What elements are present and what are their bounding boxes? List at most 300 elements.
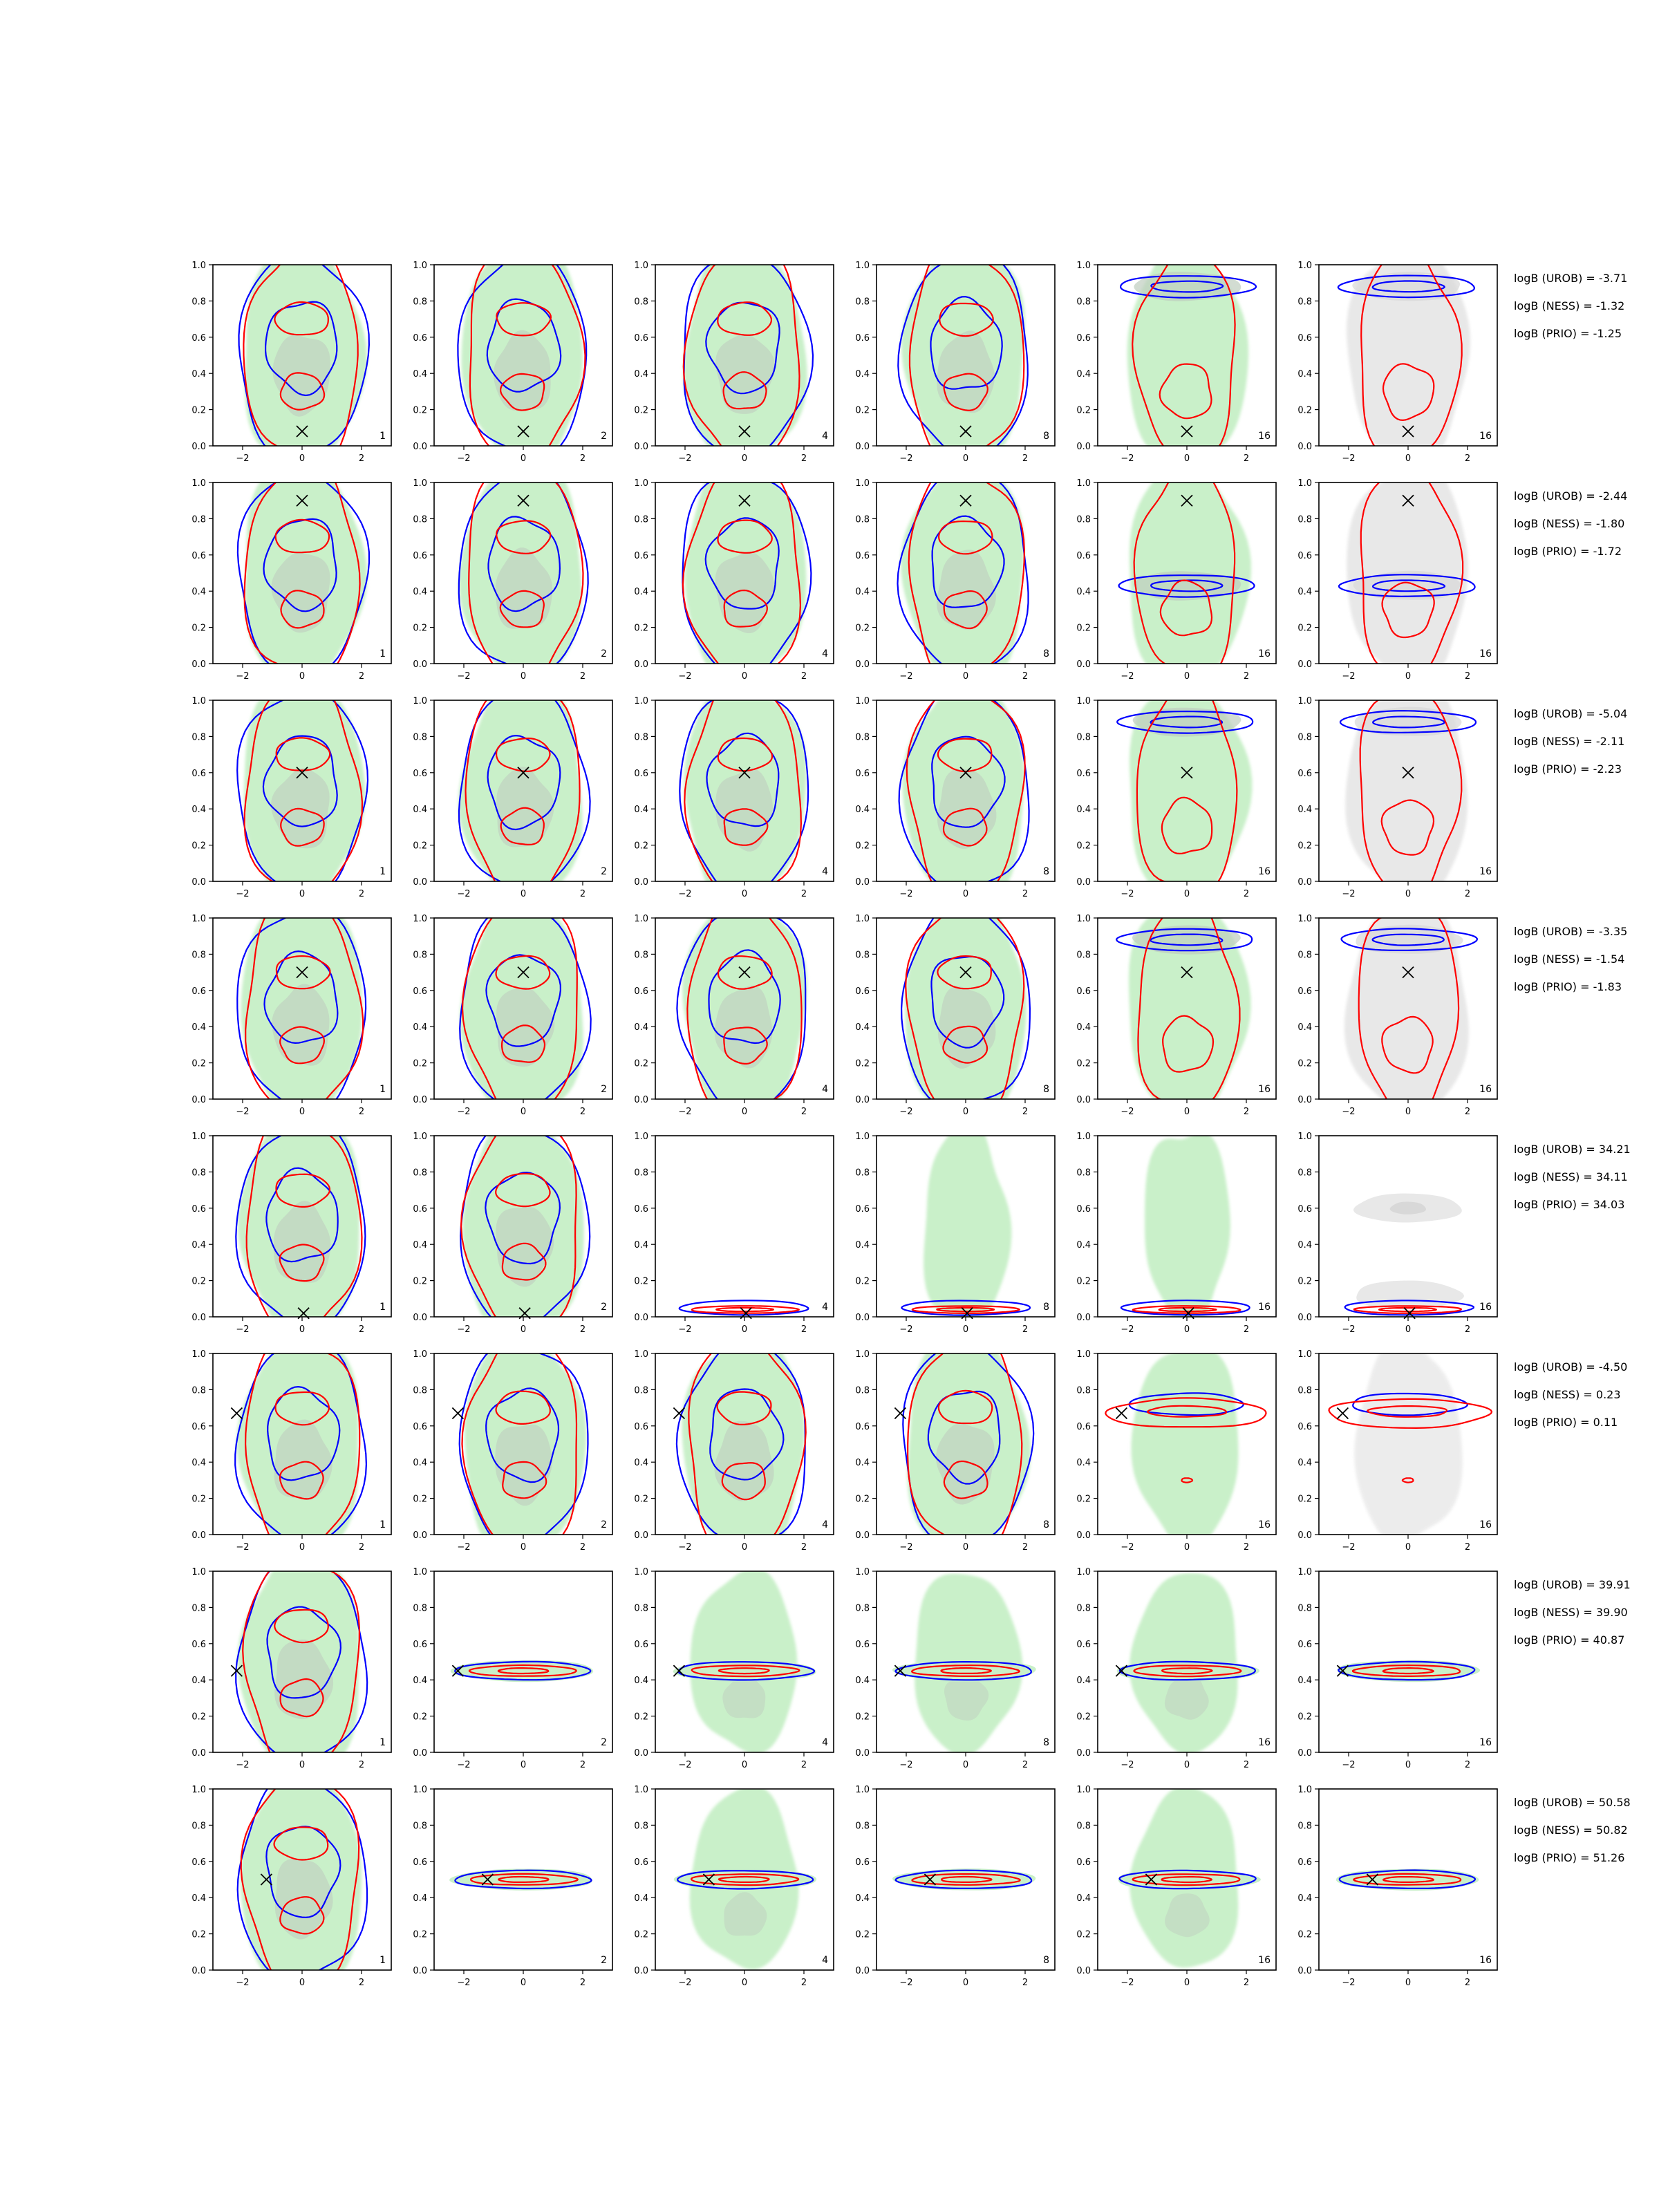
y-tick-label: 0.6	[413, 1421, 427, 1432]
y-tick-label: 0.4	[855, 805, 870, 816]
y-tick-label: 0.0	[634, 877, 648, 888]
x-tick-label: 0	[741, 1107, 748, 1117]
y-tick-label: 1.0	[1076, 696, 1091, 706]
x-tick-label: −2	[899, 1978, 913, 1988]
y-tick-label: 0.2	[1297, 841, 1312, 852]
y-tick-label: 0.0	[855, 1530, 870, 1541]
panel-label: 16	[1258, 648, 1271, 659]
y-tick-label: 1.0	[855, 1132, 870, 1142]
x-tick-label: 2	[358, 453, 365, 464]
y-tick-label: 0.4	[191, 1458, 206, 1469]
y-tick-label: 0.6	[191, 768, 206, 779]
y-tick-label: 0.6	[413, 768, 427, 779]
panel-label: 2	[601, 1737, 607, 1748]
posterior-fill-outer	[1132, 1349, 1239, 1550]
x-tick-label: −2	[678, 1542, 692, 1553]
y-tick-label: 0.2	[634, 1494, 648, 1505]
posterior-fill-outer	[1354, 1340, 1463, 1544]
y-tick-label: 1.0	[1297, 1349, 1312, 1360]
x-tick-label: 0	[741, 889, 748, 899]
panel-label: 8	[1043, 1737, 1049, 1748]
x-tick-label: −2	[1121, 1978, 1134, 1988]
logB-annotation: logB (UROB) = -5.04	[1514, 707, 1628, 720]
x-tick-label: −2	[1342, 453, 1356, 464]
logB-annotations	[1514, 272, 1631, 1864]
panel-label: 16	[1258, 1737, 1271, 1748]
y-tick-label: 0.6	[1297, 550, 1312, 561]
y-tick-label: 0.4	[855, 1893, 870, 1904]
panel-plot-area	[1337, 1660, 1480, 1683]
logB-annotation: logB (NESS) = 39.90	[1514, 1606, 1628, 1619]
y-tick-label: 0.6	[413, 332, 427, 344]
y-tick-label: 0.0	[634, 442, 648, 452]
x-tick-label: −2	[678, 671, 692, 682]
panel-label: 1	[379, 1519, 386, 1530]
y-tick-label: 1.0	[634, 1785, 648, 1795]
y-tick-label: 0.0	[634, 659, 648, 670]
panel-r3-c1	[191, 678, 391, 910]
x-tick-label: 2	[579, 889, 586, 899]
panel-plot-area	[1342, 899, 1477, 1123]
panel-label: 16	[1479, 1737, 1492, 1748]
y-tick-label: 0.2	[1076, 1712, 1091, 1723]
panel-label: 16	[1479, 866, 1492, 877]
panel-plot-area	[901, 888, 1030, 1120]
y-tick-label: 0.2	[413, 841, 427, 852]
logB-annotation: logB (UROB) = -4.50	[1514, 1360, 1628, 1374]
y-tick-label: 0.2	[191, 841, 206, 852]
y-tick-label: 0.4	[1297, 1458, 1312, 1469]
y-tick-label: 1.0	[1076, 1567, 1091, 1577]
y-tick-label: 0.6	[634, 1639, 648, 1650]
y-tick-label: 0.0	[191, 442, 206, 452]
x-tick-label: 2	[358, 889, 365, 899]
y-tick-label: 0.6	[1297, 1421, 1312, 1432]
x-tick-label: −2	[899, 1107, 913, 1117]
y-tick-label: 1.0	[1297, 1785, 1312, 1795]
y-tick-label: 0.4	[191, 587, 206, 598]
y-tick-label: 0.2	[191, 1058, 206, 1069]
x-tick-label: 2	[579, 453, 586, 464]
y-tick-label: 1.0	[1297, 261, 1312, 271]
y-tick-label: 0.6	[191, 986, 206, 997]
panel-r8-c4	[855, 1785, 1055, 1988]
panel-r4-c4	[855, 888, 1055, 1120]
y-tick-label: 1.0	[191, 1567, 206, 1577]
y-tick-label: 0.8	[191, 1603, 206, 1614]
x-tick-label: 2	[800, 1760, 807, 1770]
y-tick-label: 0.8	[1297, 297, 1312, 308]
y-tick-label: 0.0	[1297, 1748, 1312, 1759]
x-tick-label: 0	[741, 453, 748, 464]
x-tick-label: 2	[1464, 1978, 1471, 1988]
x-tick-label: −2	[1121, 1107, 1134, 1117]
x-tick-label: 0	[1183, 1542, 1190, 1553]
y-tick-label: 0.8	[855, 1385, 870, 1396]
y-tick-label: 1.0	[634, 1567, 648, 1577]
panel-plot-area	[449, 1869, 592, 1891]
y-tick-label: 0.6	[1076, 1421, 1091, 1432]
panel-plot-area	[1119, 460, 1255, 677]
x-tick-label: −2	[1342, 1324, 1356, 1335]
x-tick-label: 0	[299, 1978, 306, 1988]
panel-label: 1	[379, 648, 386, 659]
y-tick-label: 0.0	[1297, 1530, 1312, 1541]
x-tick-label: −2	[678, 1107, 692, 1117]
x-tick-label: 2	[800, 671, 807, 682]
y-tick-label: 0.6	[413, 1857, 427, 1868]
x-tick-label: 0	[299, 1107, 306, 1117]
x-tick-label: 0	[741, 1324, 748, 1335]
panel-plot-area	[460, 1106, 590, 1335]
y-tick-label: 0.0	[1297, 659, 1312, 670]
y-tick-label: 0.8	[634, 297, 648, 308]
true-value-marker	[1116, 1407, 1127, 1418]
panel-plot-area	[674, 1785, 816, 1969]
y-tick-label: 0.6	[1297, 332, 1312, 344]
y-tick-label: 0.4	[855, 1240, 870, 1251]
y-tick-label: 1.0	[634, 696, 648, 706]
y-tick-label: 1.0	[1076, 914, 1091, 924]
panel-r6-c6	[1297, 1340, 1497, 1553]
y-tick-label: 0.0	[413, 1095, 427, 1105]
y-tick-label: 0.4	[413, 369, 427, 380]
x-tick-label: −2	[678, 1324, 692, 1335]
y-tick-label: 1.0	[855, 1785, 870, 1795]
y-tick-label: 1.0	[634, 1349, 648, 1360]
x-tick-label: −2	[1342, 671, 1356, 682]
y-tick-label: 1.0	[634, 914, 648, 924]
y-tick-label: 0.2	[413, 1712, 427, 1723]
y-tick-label: 0.4	[1297, 1676, 1312, 1687]
y-tick-label: 0.8	[855, 1603, 870, 1614]
y-tick-label: 1.0	[413, 914, 427, 924]
panel-r7-c3	[634, 1567, 834, 1770]
y-tick-label: 0.0	[1076, 877, 1091, 888]
panel-r8-c2	[413, 1785, 612, 1988]
x-tick-label: 2	[579, 1107, 586, 1117]
true-value-marker	[452, 1407, 463, 1418]
y-tick-label: 0.6	[191, 1203, 206, 1215]
y-tick-label: 0.2	[191, 405, 206, 416]
x-tick-label: 0	[299, 889, 306, 899]
y-tick-label: 0.0	[191, 1313, 206, 1323]
panel-plot-area	[1105, 1349, 1266, 1550]
panel-label: 16	[1479, 1084, 1492, 1095]
panel-r3-c5	[1076, 676, 1276, 900]
x-tick-label: 2	[579, 1324, 586, 1335]
panel-label: 16	[1258, 1084, 1271, 1095]
x-tick-label: −2	[457, 1324, 471, 1335]
x-tick-label: 0	[741, 1760, 748, 1770]
y-tick-label: 0.2	[413, 405, 427, 416]
y-tick-label: 0.6	[1076, 332, 1091, 344]
y-tick-label: 0.0	[1297, 877, 1312, 888]
panel-r1-c3	[634, 240, 834, 469]
y-tick-label: 0.8	[1076, 1821, 1091, 1832]
posterior-fill-outer	[1130, 460, 1251, 677]
panel-plot-area	[458, 245, 586, 475]
x-tick-label: 0	[962, 453, 969, 464]
posterior-fill-gray-lower	[1356, 1281, 1464, 1310]
y-tick-label: 0.4	[634, 587, 648, 598]
y-tick-label: 1.0	[1297, 1567, 1312, 1577]
logB-annotation: logB (PRIO) = -1.83	[1514, 980, 1622, 993]
logB-annotation: logB (PRIO) = -2.23	[1514, 762, 1622, 776]
panel-label: 16	[1479, 648, 1492, 659]
x-tick-label: 2	[1243, 1107, 1250, 1117]
y-tick-label: 0.0	[1297, 1095, 1312, 1105]
y-tick-label: 0.4	[1297, 369, 1312, 380]
y-tick-label: 0.8	[191, 514, 206, 525]
y-tick-label: 0.0	[1076, 659, 1091, 670]
x-tick-label: −2	[1121, 453, 1134, 464]
x-tick-label: 0	[1405, 1978, 1412, 1988]
x-tick-label: 2	[1243, 671, 1250, 682]
panel-r7-c5	[1076, 1567, 1276, 1770]
x-tick-label: 0	[962, 1978, 969, 1988]
logB-annotation: logB (UROB) = 50.58	[1514, 1796, 1631, 1809]
panel-r7-c1	[191, 1544, 391, 1777]
panel-label: 8	[1043, 648, 1049, 659]
panel-plot-area	[459, 462, 588, 690]
panel-grid	[191, 238, 1497, 1990]
x-tick-label: −2	[457, 671, 471, 682]
x-tick-label: 2	[1243, 1542, 1250, 1553]
y-tick-label: 0.8	[1076, 1168, 1091, 1179]
panel-r8-c3	[634, 1785, 834, 1988]
y-tick-label: 0.6	[1297, 1639, 1312, 1650]
x-tick-label: −2	[678, 1760, 692, 1770]
panel-plot-area	[679, 676, 808, 908]
y-tick-label: 0.8	[1076, 1385, 1091, 1396]
panel-r6-c2	[413, 1326, 612, 1555]
y-tick-label: 0.0	[1297, 1966, 1312, 1976]
y-tick-label: 0.4	[413, 1893, 427, 1904]
x-tick-label: 0	[1183, 1978, 1190, 1988]
y-tick-label: 0.6	[634, 550, 648, 561]
y-tick-label: 0.0	[855, 659, 870, 670]
panel-r5-c5	[1076, 1132, 1276, 1338]
y-tick-label: 0.0	[413, 1748, 427, 1759]
y-tick-label: 0.8	[191, 1168, 206, 1179]
panel-plot-area	[1329, 1340, 1492, 1544]
y-tick-label: 0.0	[1076, 1530, 1091, 1541]
y-tick-label: 0.4	[1076, 587, 1091, 598]
y-tick-label: 0.6	[1297, 1203, 1312, 1215]
y-tick-label: 1.0	[1076, 1349, 1091, 1360]
y-tick-label: 0.6	[191, 550, 206, 561]
panel-label: 2	[601, 648, 607, 659]
y-tick-label: 1.0	[634, 1132, 648, 1142]
x-tick-label: 0	[299, 1760, 306, 1770]
x-tick-label: 0	[1183, 889, 1190, 899]
x-tick-label: −2	[236, 1324, 250, 1335]
panel-plot-area	[236, 1544, 367, 1777]
logB-annotation: logB (NESS) = -1.80	[1514, 517, 1625, 530]
contour-red-inner	[716, 1308, 774, 1311]
panel-plot-area	[451, 1660, 593, 1683]
y-tick-label: 0.8	[634, 1385, 648, 1396]
panel-r2-c4	[855, 460, 1055, 687]
panel-label: 8	[1043, 866, 1049, 877]
y-tick-label: 0.8	[634, 514, 648, 525]
y-tick-label: 0.4	[1297, 1240, 1312, 1251]
y-tick-label: 1.0	[413, 1132, 427, 1142]
x-tick-label: 0	[520, 1978, 527, 1988]
x-tick-label: 2	[358, 1107, 365, 1117]
panel-r4-c6	[1297, 899, 1497, 1123]
y-tick-label: 0.8	[413, 1385, 427, 1396]
y-tick-label: 0.6	[1076, 1639, 1091, 1650]
y-tick-label: 0.4	[1076, 1676, 1091, 1687]
y-tick-label: 0.8	[634, 1603, 648, 1614]
x-tick-label: −2	[678, 889, 692, 899]
y-tick-label: 0.4	[191, 1022, 206, 1033]
panel-label: 16	[1258, 1519, 1271, 1530]
x-tick-label: 0	[962, 1542, 969, 1553]
y-tick-label: 0.0	[855, 1313, 870, 1323]
y-tick-label: 0.8	[191, 950, 206, 961]
x-tick-label: 2	[800, 1107, 807, 1117]
x-tick-label: 0	[1405, 453, 1412, 464]
y-tick-label: 0.4	[413, 1240, 427, 1251]
x-tick-label: 2	[1243, 1978, 1250, 1988]
x-tick-label: −2	[457, 1107, 471, 1117]
panel-r2-c1	[191, 458, 391, 688]
x-tick-label: −2	[1121, 1324, 1134, 1335]
panel-plot-area	[901, 1118, 1030, 1321]
logB-annotation: logB (PRIO) = 34.03	[1514, 1198, 1625, 1211]
y-tick-label: 1.0	[855, 1567, 870, 1577]
y-tick-label: 0.6	[413, 1639, 427, 1650]
y-tick-label: 1.0	[191, 261, 206, 271]
panel-label: 16	[1258, 431, 1271, 442]
y-tick-label: 0.4	[634, 805, 648, 816]
x-tick-label: 0	[1405, 1107, 1412, 1117]
x-tick-label: −2	[457, 453, 471, 464]
y-tick-label: 0.6	[855, 986, 870, 997]
y-tick-label: 0.6	[413, 1203, 427, 1215]
panel-plot-area	[237, 899, 366, 1130]
y-tick-label: 0.0	[1297, 1313, 1312, 1323]
x-tick-label: −2	[1342, 1542, 1356, 1553]
logB-annotation: logB (UROB) = -3.71	[1514, 272, 1628, 285]
x-tick-label: 2	[579, 1760, 586, 1770]
y-tick-label: 0.2	[634, 1929, 648, 1940]
y-tick-label: 0.2	[191, 1276, 206, 1287]
x-tick-label: 0	[1183, 1324, 1190, 1335]
panel-r1-c5	[1076, 238, 1276, 464]
y-tick-label: 1.0	[191, 478, 206, 489]
x-tick-label: 2	[1022, 1324, 1029, 1335]
panel-r1-c6	[1297, 244, 1497, 469]
y-tick-label: 0.2	[191, 623, 206, 634]
x-tick-label: −2	[1342, 1760, 1356, 1770]
panel-plot-area	[903, 1330, 1033, 1555]
y-tick-label: 0.8	[855, 732, 870, 743]
y-tick-label: 0.6	[1076, 1857, 1091, 1868]
y-tick-label: 0.2	[855, 1276, 870, 1287]
panel-r1-c2	[413, 245, 612, 475]
y-tick-label: 0.2	[855, 1494, 870, 1505]
panel-plot-area	[1339, 464, 1475, 687]
y-tick-label: 0.0	[634, 1095, 648, 1105]
panel-label: 8	[1043, 1519, 1049, 1530]
y-tick-label: 0.2	[634, 1058, 648, 1069]
y-tick-label: 0.2	[1076, 405, 1091, 416]
y-tick-label: 0.4	[1297, 1022, 1312, 1033]
y-tick-label: 0.2	[1297, 1929, 1312, 1940]
x-tick-label: 2	[1464, 671, 1471, 682]
panel-r2-c6	[1297, 464, 1497, 687]
panel-plot-area	[892, 1868, 1035, 1891]
x-tick-label: 0	[520, 1107, 527, 1117]
y-tick-label: 1.0	[855, 1349, 870, 1360]
y-tick-label: 0.8	[634, 1168, 648, 1179]
posterior-fill-band	[1336, 1869, 1479, 1891]
x-tick-label: −2	[899, 671, 913, 682]
y-tick-label: 0.6	[1297, 986, 1312, 997]
panel-label: 1	[379, 431, 386, 442]
x-tick-label: −2	[236, 889, 250, 899]
true-value-marker	[231, 1407, 242, 1418]
x-tick-label: 2	[1464, 889, 1471, 899]
y-tick-label: 0.8	[855, 297, 870, 308]
panel-label: 2	[601, 1302, 607, 1313]
x-tick-label: 0	[299, 671, 306, 682]
panel-label: 16	[1479, 1519, 1492, 1530]
x-tick-label: 0	[520, 1324, 527, 1335]
logB-annotation: logB (NESS) = 34.11	[1514, 1170, 1628, 1183]
x-tick-label: 2	[1243, 1760, 1250, 1770]
panel-r3-c4	[855, 673, 1055, 903]
y-tick-label: 1.0	[191, 1785, 206, 1795]
panel-label: 16	[1258, 1955, 1271, 1966]
panel-label: 8	[1043, 1302, 1049, 1313]
x-tick-label: 2	[1022, 671, 1029, 682]
panel-r4-c3	[634, 892, 834, 1124]
x-tick-label: −2	[236, 1760, 250, 1770]
panel-label: 2	[601, 1955, 607, 1966]
y-tick-label: 0.2	[634, 1712, 648, 1723]
logB-annotation: logB (PRIO) = -1.72	[1514, 545, 1622, 558]
panel-r4-c1	[191, 899, 391, 1130]
y-tick-label: 0.8	[191, 297, 206, 308]
logB-annotation: logB (UROB) = -3.35	[1514, 925, 1628, 938]
y-tick-label: 0.6	[634, 768, 648, 779]
logB-annotation: logB (UROB) = 34.21	[1514, 1143, 1631, 1156]
x-tick-label: 2	[1022, 1107, 1029, 1117]
logB-annotation: logB (NESS) = 50.82	[1514, 1824, 1628, 1837]
y-tick-label: 0.6	[855, 1421, 870, 1432]
x-tick-label: 0	[1405, 889, 1412, 899]
y-tick-label: 0.2	[1297, 405, 1312, 416]
posterior-fill-outer	[924, 1118, 1011, 1321]
panel-plot-area	[677, 1329, 806, 1559]
x-tick-label: 2	[358, 1760, 365, 1770]
x-tick-label: −2	[899, 453, 913, 464]
panel-plot-area	[1117, 676, 1253, 900]
x-tick-label: 2	[1243, 889, 1250, 899]
y-tick-label: 0.8	[413, 1168, 427, 1179]
y-tick-label: 0.0	[1076, 1748, 1091, 1759]
y-tick-label: 0.4	[1297, 805, 1312, 816]
y-tick-label: 0.6	[191, 1857, 206, 1868]
y-tick-label: 0.6	[855, 332, 870, 344]
panel-r4-c5	[1076, 896, 1276, 1123]
panel-label: 2	[601, 866, 607, 877]
